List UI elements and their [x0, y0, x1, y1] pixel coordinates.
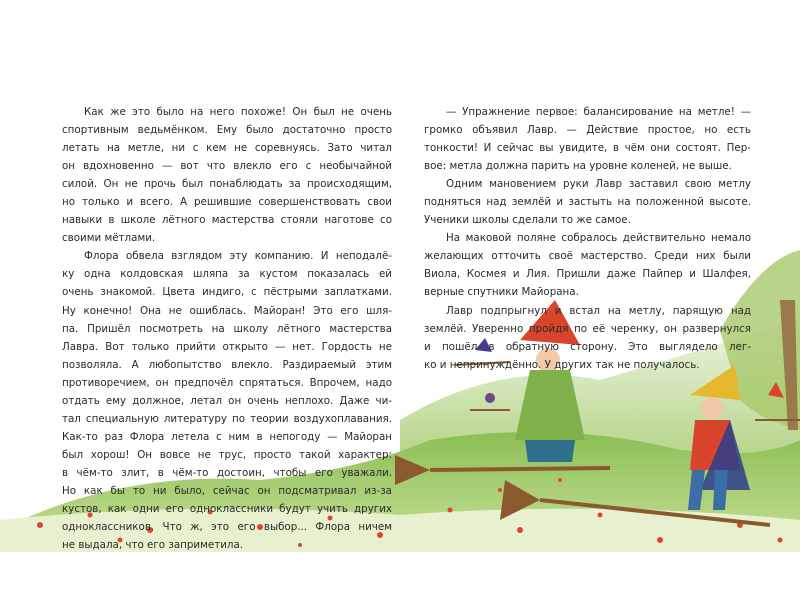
text-line: Флора обвела взглядом эту компанию. И неподалё-: [84, 250, 392, 263]
paragraph: [424, 229, 751, 301]
text-line: ку одна колдовская шляпа за кустом показалась ей: [62, 268, 392, 281]
text-line: Ну конечно! Она не ошиблась. Майоран! Это его шля-: [62, 304, 392, 317]
text-line: верные спутники Майорана.: [424, 286, 579, 299]
paragraph: [424, 175, 751, 229]
text-line: На маковой поляне собралось действительно немало: [446, 232, 751, 245]
text-line: подняться над землёй и застыть на положенной высоте.: [424, 196, 751, 209]
text-line: но только и всего. А решившие совершенствовать свои: [62, 196, 392, 209]
text-line: вое: метла должна парить на уровне коленей, не выше.: [424, 160, 732, 173]
text-line: Лавра. Вот только прийти открыто — нет. Гордость не: [62, 340, 392, 353]
text-line: он вдохновенно — вот что влекло его с необычайной: [62, 160, 392, 173]
text-line: — Упражнение первое: балансирование на метле! —: [446, 106, 751, 118]
text-line: Виола, Космея и Лия. Пришли даже Пайпер и Шалфея,: [424, 268, 751, 281]
text-line: и пошёл в обратную сторону. Это выглядело лег-: [424, 340, 751, 353]
text-line: Одним мановением руки Лавр заставил свою метлу: [446, 178, 751, 191]
text-line: кустов, как одни его одноклассники будут учить других: [62, 503, 392, 516]
text-line: землёй. Уверенно пройдя по её черенку, он развернулся: [424, 322, 751, 335]
text-line: тонкости! И сейчас вы увидите, в чём они состоят. Пер-: [424, 142, 751, 155]
paragraph: [62, 103, 392, 247]
text-line: громко объявил Лавр. — Действие простое, но есть: [424, 124, 751, 137]
text-line: противоречием, он предпочёл спрятаться. Впрочем, надо: [62, 376, 392, 389]
text-line: па. Пришёл посмотреть на школу лётного мастерства: [62, 322, 392, 335]
text-line: одноклассников. Что ж, это его выбор... Флора ничем: [62, 521, 392, 534]
text-line: был хорош! Он вовсе не трус, просто такой характер:: [62, 448, 392, 461]
paragraph: [424, 103, 751, 175]
text-line: в чём-то злит, в чём-то достоин, чтобы его уважали.: [62, 466, 392, 479]
text-line: позволяла. А любопытство влекло. Раздираемый этим: [62, 358, 392, 371]
text-line: летать на метле, ни с кем не соревнуясь. Зато читал: [62, 142, 392, 155]
text-line: спортивным ведьмёнком. Ему было достаточно просто: [62, 124, 392, 137]
text-line: своими мётлами.: [62, 232, 156, 245]
text-line: не выдала, что его заприметила.: [62, 539, 244, 552]
text-line: тал специальную литературу по теории воздухоплавания.: [62, 412, 392, 425]
text-line: Но как бы то ни было, сейчас он подсматривал из-за: [62, 484, 392, 497]
text-line: Как-то раз Флора летела с ним в непогоду — Майоран: [62, 430, 392, 443]
text-line: ко и непринуждённо. У других так не получалось.: [424, 358, 700, 371]
text-line: отдать ему должное, летал он очень неплохо. Даже чи-: [62, 394, 392, 407]
text-line: Ученики школы сделали то же самое.: [424, 214, 631, 227]
right-page-text: [424, 103, 751, 374]
paragraph: [62, 247, 392, 554]
paragraph: [424, 302, 751, 374]
text-line: силой. Он не прочь был понаблюдать за происходящим,: [62, 178, 392, 191]
text-line: желающих отточить своё мастерство. Среди них были: [424, 250, 751, 263]
text-line: очень знакомой. Цвета индиго, с пёстрыми заплатками.: [62, 286, 392, 299]
text-line: навыки в школе лётного мастерства стояли наготове со: [62, 214, 392, 227]
left-page-text: [62, 103, 392, 554]
text-line: Лавр подпрыгнул и встал на метлу, парящую над: [446, 304, 751, 317]
text-line: Как же это было на него похоже! Он был не очень: [84, 106, 392, 118]
